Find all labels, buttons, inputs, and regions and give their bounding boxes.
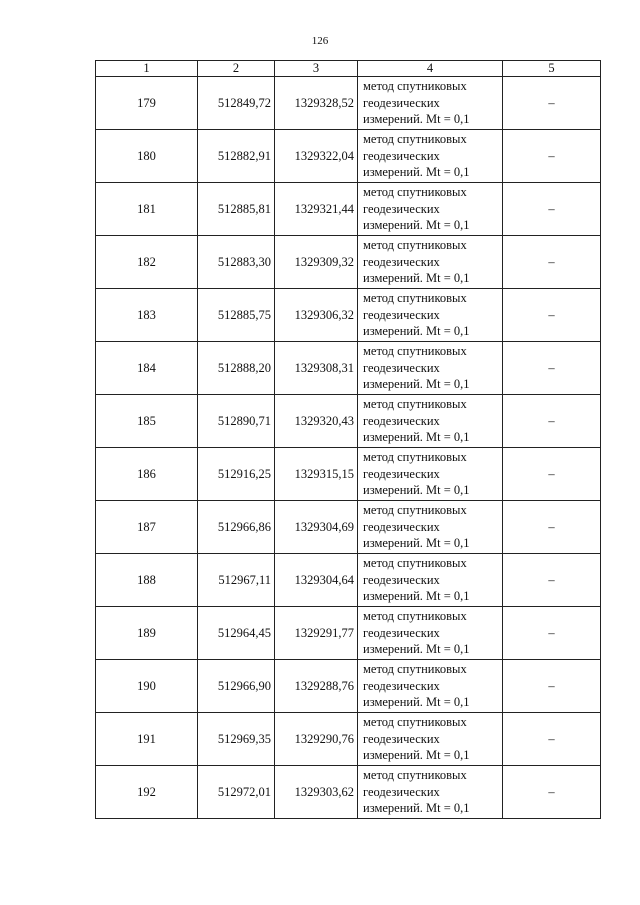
method-text-line: измерений. Mt = 0,1 <box>363 589 470 604</box>
table-row <box>96 342 601 395</box>
method-cell <box>358 607 503 660</box>
x-coordinate-cell: 512885,75 <box>198 289 275 342</box>
point-number-cell: 187 <box>96 501 198 554</box>
y-coordinate-cell: 1329328,52 <box>275 77 358 130</box>
method-text-line: метод спутниковых <box>363 556 467 571</box>
method-cell <box>358 236 503 289</box>
method-text-line: метод спутниковых <box>363 291 467 306</box>
method-text-line: измерений. Mt = 0,1 <box>363 695 470 710</box>
method-text-line: геодезических <box>363 678 440 693</box>
point-number-cell: 185 <box>96 395 198 448</box>
note-cell: – <box>503 236 601 289</box>
method-text-line: геодезических <box>363 625 440 640</box>
note-cell: – <box>503 342 601 395</box>
method-text-line: измерений. Mt = 0,1 <box>363 642 470 657</box>
method-text-line: измерений. Mt = 0,1 <box>363 801 470 816</box>
column-header-5: 5 <box>503 61 601 77</box>
y-coordinate-cell: 1329291,77 <box>275 607 358 660</box>
note-cell: – <box>503 660 601 713</box>
table-row <box>96 395 601 448</box>
method-text-line: измерений. Mt = 0,1 <box>363 324 470 339</box>
method-text-line: измерений. Mt = 0,1 <box>363 165 470 180</box>
table-row <box>96 607 601 660</box>
y-coordinate-cell: 1329288,76 <box>275 660 358 713</box>
note-cell: – <box>503 713 601 766</box>
table-row <box>96 713 601 766</box>
x-coordinate-cell: 512885,81 <box>198 183 275 236</box>
method-text-line: метод спутниковых <box>363 662 467 677</box>
table-row <box>96 501 601 554</box>
table-row <box>96 660 601 713</box>
note-cell: – <box>503 554 601 607</box>
x-coordinate-cell: 512972,01 <box>198 766 275 819</box>
method-text-line: геодезических <box>363 201 440 216</box>
method-text-line: геодезических <box>363 466 440 481</box>
method-text-line: геодезических <box>363 307 440 322</box>
point-number-cell: 190 <box>96 660 198 713</box>
table-body <box>96 77 601 819</box>
point-number-cell: 189 <box>96 607 198 660</box>
method-text-line: геодезических <box>363 148 440 163</box>
method-text-line: геодезических <box>363 572 440 587</box>
point-number-cell: 180 <box>96 130 198 183</box>
method-text-line: геодезических <box>363 784 440 799</box>
method-text-line: метод спутниковых <box>363 344 467 359</box>
coordinates-table <box>95 60 601 819</box>
method-cell <box>358 342 503 395</box>
method-text-line: измерений. Mt = 0,1 <box>363 218 470 233</box>
y-coordinate-cell: 1329320,43 <box>275 395 358 448</box>
x-coordinate-cell: 512883,30 <box>198 236 275 289</box>
table-header-row <box>96 61 601 77</box>
method-cell <box>358 713 503 766</box>
y-coordinate-cell: 1329322,04 <box>275 130 358 183</box>
note-cell: – <box>503 77 601 130</box>
method-text-line: метод спутниковых <box>363 715 467 730</box>
method-text-line: геодезических <box>363 254 440 269</box>
method-cell <box>358 660 503 713</box>
method-text-line: метод спутниковых <box>363 185 467 200</box>
x-coordinate-cell: 512964,45 <box>198 607 275 660</box>
x-coordinate-cell: 512888,20 <box>198 342 275 395</box>
point-number-cell: 183 <box>96 289 198 342</box>
method-cell <box>358 448 503 501</box>
method-text-line: измерений. Mt = 0,1 <box>363 377 470 392</box>
table-row <box>96 554 601 607</box>
method-text-line: метод спутниковых <box>363 79 467 94</box>
method-cell <box>358 766 503 819</box>
method-text-line: геодезических <box>363 519 440 534</box>
y-coordinate-cell: 1329306,32 <box>275 289 358 342</box>
note-cell: – <box>503 183 601 236</box>
method-cell <box>358 395 503 448</box>
x-coordinate-cell: 512966,90 <box>198 660 275 713</box>
point-number-cell: 184 <box>96 342 198 395</box>
y-coordinate-cell: 1329303,62 <box>275 766 358 819</box>
method-cell <box>358 554 503 607</box>
page-number: 126 <box>311 35 329 47</box>
method-text-line: метод спутниковых <box>363 503 467 518</box>
y-coordinate-cell: 1329308,31 <box>275 342 358 395</box>
y-coordinate-cell: 1329309,32 <box>275 236 358 289</box>
method-text-line: измерений. Mt = 0,1 <box>363 483 470 498</box>
method-cell <box>358 130 503 183</box>
x-coordinate-cell: 512916,25 <box>198 448 275 501</box>
y-coordinate-cell: 1329321,44 <box>275 183 358 236</box>
method-cell <box>358 183 503 236</box>
method-text-line: измерений. Mt = 0,1 <box>363 536 470 551</box>
table-row <box>96 236 601 289</box>
note-cell: – <box>503 501 601 554</box>
point-number-cell: 181 <box>96 183 198 236</box>
y-coordinate-cell: 1329304,64 <box>275 554 358 607</box>
method-cell <box>358 289 503 342</box>
column-header-4: 4 <box>358 61 503 77</box>
x-coordinate-cell: 512882,91 <box>198 130 275 183</box>
method-text-line: измерений. Mt = 0,1 <box>363 430 470 445</box>
method-text-line: измерений. Mt = 0,1 <box>363 748 470 763</box>
y-coordinate-cell: 1329315,15 <box>275 448 358 501</box>
note-cell: – <box>503 607 601 660</box>
note-cell: – <box>503 448 601 501</box>
y-coordinate-cell: 1329290,76 <box>275 713 358 766</box>
method-text-line: геодезических <box>363 413 440 428</box>
note-cell: – <box>503 766 601 819</box>
point-number-cell: 188 <box>96 554 198 607</box>
point-number-cell: 182 <box>96 236 198 289</box>
point-number-cell: 192 <box>96 766 198 819</box>
note-cell: – <box>503 395 601 448</box>
x-coordinate-cell: 512969,35 <box>198 713 275 766</box>
point-number-cell: 191 <box>96 713 198 766</box>
method-text-line: измерений. Mt = 0,1 <box>363 112 470 127</box>
method-text-line: метод спутниковых <box>363 132 467 147</box>
x-coordinate-cell: 512966,86 <box>198 501 275 554</box>
column-header-2: 2 <box>198 61 275 77</box>
x-coordinate-cell: 512967,11 <box>198 554 275 607</box>
method-text-line: метод спутниковых <box>363 238 467 253</box>
table-row <box>96 448 601 501</box>
method-text-line: геодезических <box>363 360 440 375</box>
method-cell <box>358 77 503 130</box>
table-row <box>96 289 601 342</box>
point-number-cell: 179 <box>96 77 198 130</box>
note-cell: – <box>503 289 601 342</box>
x-coordinate-cell: 512849,72 <box>198 77 275 130</box>
column-header-1: 1 <box>96 61 198 77</box>
table-row <box>96 766 601 819</box>
method-text-line: метод спутниковых <box>363 397 467 412</box>
table-row <box>96 183 601 236</box>
table-row <box>96 77 601 130</box>
column-header-3: 3 <box>275 61 358 77</box>
method-text-line: геодезических <box>363 95 440 110</box>
y-coordinate-cell: 1329304,69 <box>275 501 358 554</box>
point-number-cell: 186 <box>96 448 198 501</box>
method-text-line: измерений. Mt = 0,1 <box>363 271 470 286</box>
method-text-line: метод спутниковых <box>363 609 467 624</box>
table-row <box>96 130 601 183</box>
method-text-line: геодезических <box>363 731 440 746</box>
method-text-line: метод спутниковых <box>363 450 467 465</box>
note-cell: – <box>503 130 601 183</box>
method-text-line: метод спутниковых <box>363 768 467 783</box>
x-coordinate-cell: 512890,71 <box>198 395 275 448</box>
method-cell <box>358 501 503 554</box>
